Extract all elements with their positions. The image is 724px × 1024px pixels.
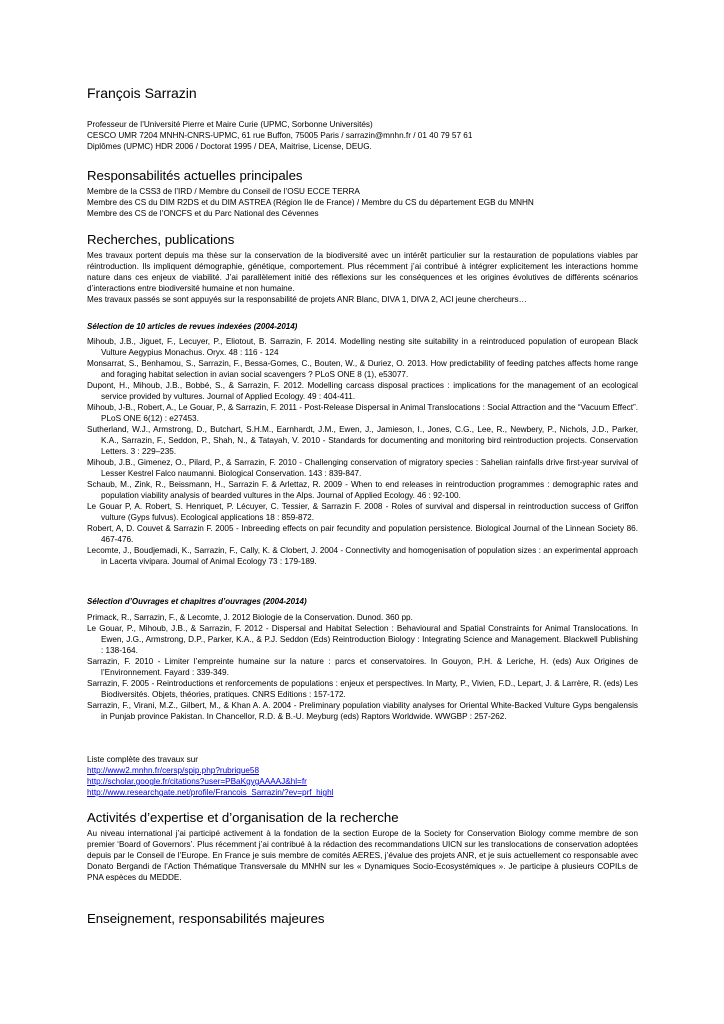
liste-label: Liste complète des travaux sur [87, 755, 199, 764]
affiliation-line: Professeur de l’Université Pierre et Maire Curie (UPMC, Sorbonne Universités) [87, 120, 373, 129]
list-item: Dupont, H., Mihoub, J.B., Bobbé, S., & Sarrazin, F. 2012. Modelling carcass disposal practices : implications for the management of an ecological service provided by vultures. Journal of Applied Ecology. 49 : 404-411. [87, 381, 638, 401]
liste-block [87, 754, 333, 798]
list-item: Mihoub, J.B., Gimenez, O., Pilard, P., & Sarrazin, F. 2010 - Challenging conservation of migratory species : Sahelian rainfalls drive first-year survival of Lesser Kestrel Falco naumanni. Biological Conservation. 143 : 839-847. [87, 458, 638, 478]
list-item: Schaub, M., Zink, R., Beissmann, H., Sarrazin F. & Arlettaz, R. 2009 - When to end releases in reintroduction programmes : demographic rates and population viability analysis of bearded vultures in the Alps. Journal of Applied Ecology. 46 : 92-100. [87, 480, 638, 500]
link-google-scholar[interactable]: http://scholar.google.fr/citations?user=PBaKgygAAAAJ&hl=fr [87, 777, 307, 786]
responsabilite-line: Membre de la CSS3 de l’IRD / Membre du Conseil de l’OSU ECCE TERRA [87, 187, 360, 196]
ouvrages-list [87, 612, 638, 722]
ouvrages-subheading: Sélection d’Ouvrages et chapitres d’ouvrages (2004-2014) [87, 597, 307, 606]
articles-subheading: Sélection de 10 articles de revues indexées (2004-2014) [87, 322, 298, 331]
person-name: François Sarrazin [87, 85, 197, 101]
responsabilite-line: Membre des CS du DIM R2DS et du DIM ASTREA (Région Ile de France) / Membre du CS du département EGB du MNHN [87, 198, 534, 207]
articles-list [87, 336, 638, 567]
list-item: Mihoub, J.B., Jiguet, F., Lecuyer, P., Eliotout, B. Sarrazin, F. 2014. Modelling nesting site suitability in a reintroduced population of european Black Vulture Aegypius Monachus. Oryx. 48 : 116 - 124 [87, 337, 638, 357]
link-mnhn[interactable]: http://www2.mnhn.fr/cersp/spip.php?rubrique58 [87, 766, 260, 775]
list-item: Sarrazin, F. 2005 - Reintroductions et renforcements de populations : enjeux et perspectives. In Marty, P., Vivien, F.D., Lepart, J. & Larrère, R. (eds) Les Biodiversités. Objets, théories, pratiques. CNRS Editions : 157-172. [87, 679, 638, 699]
heading-recherches: Recherches, publications [87, 232, 235, 247]
list-item: Lecomte, J., Boudjemadi, K., Sarrazin, F., Cally, K. & Clobert, J. 2004 - Connectivity and homogenisation of population sizes : an experimental approach in Lacerta vivipara. Journal of Animal Ecology 73 : 179-189. [87, 546, 638, 566]
list-item: Monsarrat, S., Benhamou, S., Sarrazin, F., Bessa-Gomes, C., Bouten, W., & Duriez, O. 2013. How predictability of feeding patches affects home range and foraging habitat selection in avian social scavengers ? PLoS ONE 8 (1), e53077. [87, 359, 638, 379]
list-item: Sutherland, W.J., Armstrong, D., Butchart, S.H.M., Earnhardt, J.M., Ewen, J., Jamieson, I., Jones, C.G., Lee, R., Newbery, P., Nichols, J.D., Parker, K.A., Sarrazin, F., Seddon, P., Shah, N., & Tatayah, V. 2010 - Standards for documenting and monitoring bird reintroduction projects. Conservation Letters. 3 : 229–235. [87, 425, 638, 456]
recherches-paragraph-2: Mes travaux passés se sont appuyés sur la responsabilité de projets ANR Blanc, DIVA 1, DIVA 2, ACI jeune chercheurs… [87, 295, 527, 304]
expertise-block [87, 828, 638, 883]
expertise-paragraph: Au niveau international j’ai participé activement à la fondation de la section Europe de la Society for Conservation Biology comme membre de son premier ‘Board of Governors’. Plus récemment j’ai contribué à la rédaction des recommandations UICN sur les translocations de conservation adoptées depuis par le Conseil de l’Europe. En France je suis membre de comités AERES, j’évalue des projets ANR, et je suis actuellement co responsable avec Donato Bergandi de l’Action Thématique Transversale du MNHN sur les « Dynamiques Socio-Ecosystémiques ». Je participe à plusieurs COPILs de PNA espèces du MEDDE. [87, 829, 638, 882]
affiliation-line: CESCO UMR 7204 MNHN-CNRS-UPMC, 61 rue Buffon, 75005 Paris / sarrazin@mnhn.fr / 01 40 79 57 61 [87, 131, 473, 140]
affiliation-line: Diplômes (UPMC) HDR 2006 / Doctorat 1995 / DEA, Maitrise, License, DEUG. [87, 142, 372, 151]
link-researchgate[interactable]: http://www.researchgate.net/profile/Francois_Sarrazin/?ev=prf_highl [87, 788, 334, 797]
links-list [87, 765, 333, 798]
responsabilites-block [87, 186, 534, 219]
list-item: Robert, A, D. Couvet & Sarrazin F. 2005 - Inbreeding effects on pair fecundity and population persistence. Biological Journal of the Linnean Society 86. 467-476. [87, 524, 638, 544]
list-item: Le Gouar, P., Mihoub, J.B., & Sarrazin, F. 2012 - Dispersal and Habitat Selection : Behavioural and Spatial Constraints for Animal Translocations. In Ewen, J.G., Armstrong, D.P., Parker, K.A., & P.J. Seddon (Eds) Reintroduction Biology : Integrating Science and Management. Blackwell Publishing : 138-164. [87, 624, 638, 655]
heading-expertise: Activités d’expertise et d’organisation de la recherche [87, 810, 399, 825]
list-item: Le Gouar P, A. Robert, S. Henriquet, P. Lécuyer, C. Tessier, & Sarrazin F. 2008 - Roles of survival and dispersal in reintroduction success of Griffon vulture (Gyps fulvus). Ecological applications 18 : 859-872. [87, 502, 638, 522]
list-item: Sarrazin, F., Virani, M.Z., Gilbert, M., & Khan A. A. 2004 - Preliminary population viability analyses for Oriental White-Backed Vulture Gyps bengalensis in Punjab province Pakistan. In Chancellor, R.D. & B.-U. Meyburg (eds) Raptors Worldwide. WWGBP : 257-262. [87, 701, 638, 721]
list-item: Sarrazin, F. 2010 - Limiter l’empreinte humaine sur la nature : parcs et conservatoires. In Gouyon, P.H. & Leriche, H. (eds) Aux Origines de l’Environnement. Fayard : 339-349. [87, 657, 638, 677]
list-item: Mihoub, J-B., Robert, A., Le Gouar, P., & Sarrazin, F. 2011 - Post-Release Dispersal in Animal Translocations : Social Attraction and the “Vacuum Effect”. PLoS ONE 6(12) : e27453. [87, 403, 638, 423]
heading-responsabilites: Responsabilités actuelles principales [87, 168, 303, 183]
affiliation-block [87, 119, 472, 152]
recherches-block [87, 250, 638, 305]
responsabilite-line: Membre des CS de l’ONCFS et du Parc National des Cévennes [87, 209, 319, 218]
list-item: Primack, R., Sarrazin, F., & Lecomte, J. 2012 Biologie de la Conservation. Dunod. 360 pp. [87, 613, 413, 622]
heading-enseignement: Enseignement, responsabilités majeures [87, 911, 325, 926]
recherches-paragraph: Mes travaux portent depuis ma thèse sur la conservation de la biodiversité avec un intérêt particulier sur la restauration de populations viables par réintroduction. Ils impliquent démographie, génétique, comportement. Plus récemment j’ai contribué à intégrer explicitement les interactions homme nature dans ces enjeux de viabilité. J’ai parallèlement initié des réflexions sur les conséquences et les origines évolutives de différents scénarios d’interactions entre biodiversité humaine et non humaine. [87, 251, 638, 293]
